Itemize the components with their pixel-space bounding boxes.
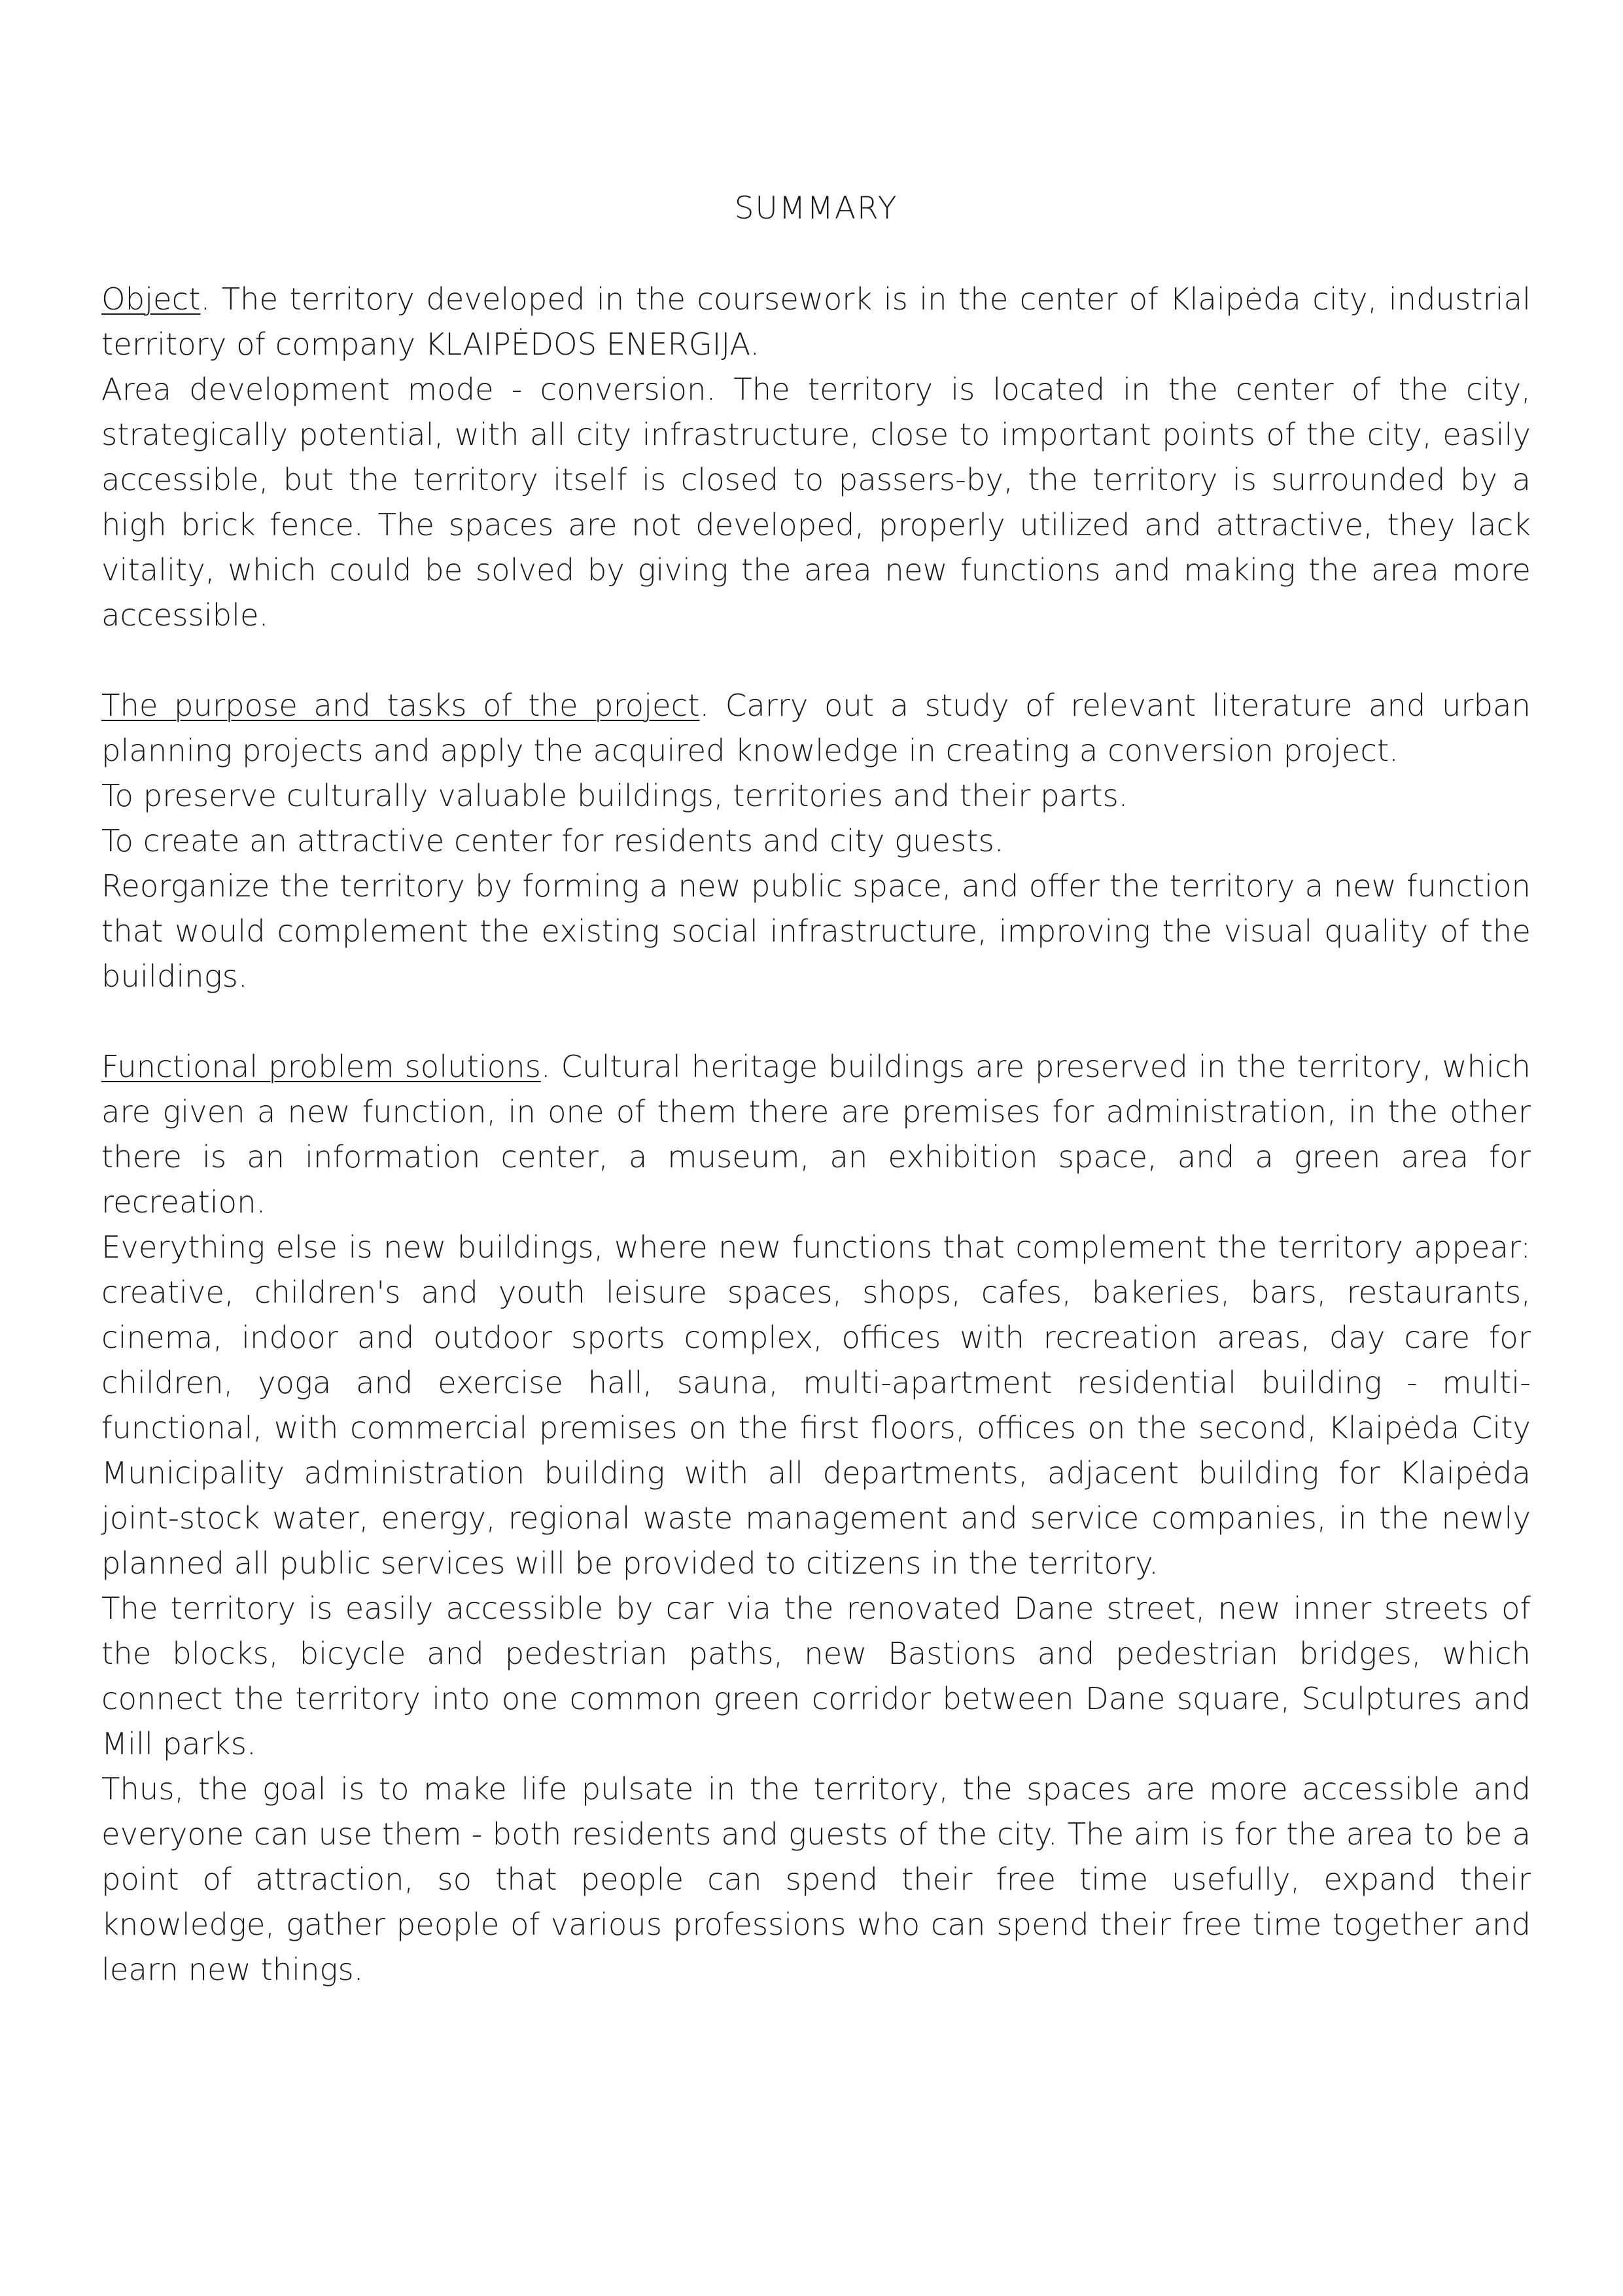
- area-development-paragraph: Area development mode - conversion. The territory is located in the center of the city, strategically potential, with all city infrastructure, close to important points of the city, easily accessible, but the territory itself is closed to passers-by, the territory is surrounded by a high brick fence. The spaces are not developed, properly utilized and attractive, they lack vitality, which could be solved by giving the area new functions and making the area more accessible.: [101, 372, 1531, 633]
- reorganize-paragraph: Reorganize the territory by forming a new public space, and offer the territory a new function that would complement the existing social infrastructure, improving the visual quality of the buildings.: [101, 868, 1531, 994]
- functional-text: Cultural heritage buildings are preserved in the territory, which are given a new function, in one of them there are premises for administration, in the other there is an information center, a museum, an exhibition space, and a green area for recreation.: [101, 1049, 1531, 1220]
- object-paragraph: Object. The territory developed in the coursework is in the center of Klaipėda city, industrial territory of company KLAIPĖDOS ENERGIJA.: [101, 281, 1531, 362]
- preserve-paragraph: To preserve culturally valuable buildings, territories and their parts.: [101, 778, 1128, 813]
- section-spacer: [101, 999, 1531, 1044]
- attractive-center-paragraph: To create an attractive center for residents and city guests.: [101, 823, 1004, 858]
- accessibility-paragraph: The territory is easily accessible by car via the renovated Dane street, new inner streets of the blocks, bicycle and pedestrian paths, new Bastions and pedestrian bridges, which connect the territory into one common green corridor between Dane square, Sculptures and Mill parks.: [101, 1591, 1531, 1761]
- page-title: SUMMARY: [734, 190, 898, 226]
- section-spacer: [101, 638, 1531, 683]
- section-heading-functional: Functional problem solutions: [101, 1049, 541, 1084]
- goal-paragraph: Thus, the goal is to make life pulsate in the territory, the spaces are more accessible and everyone can use them - both residents and guests of the city. The aim is for the area to be a point of attraction, so that people can spend their free time usefully, expand their knowledge, gather people of various professions who can spend their free time together and learn new things.: [101, 1771, 1531, 1987]
- object-text: The territory developed in the coursework is in the center of Klaipėda city, industrial territory of company KLAIPĖDOS ENERGIJA.: [101, 281, 1531, 362]
- section-heading-purpose: The purpose and tasks of the project: [101, 688, 700, 723]
- purpose-paragraph: The purpose and tasks of the project. Carry out a study of relevant literature and urban planning projects and apply the acquired knowledge in creating a conversion project.: [101, 688, 1531, 768]
- summary-body: [101, 277, 1531, 1992]
- new-buildings-paragraph: Everything else is new buildings, where new functions that complement the territory appear: creative, children's and youth leisure spaces, shops, cafes, bakeries, bars, restaurants, cinema, indoor and outdoor sports complex, offices with recreation areas, day care for children, yoga and exercise hall, sauna, multi-apartment residential building - multi-functional, with commercial premises on the first floors, offices on the second, Klaipėda City Municipality administration building with all departments, adjacent building for Klaipėda joint-stock water, energy, regional waste management and service companies, in the newly planned all public services will be provided to citizens in the territory.: [101, 1229, 1531, 1581]
- section-heading-object: Object: [101, 281, 201, 317]
- functional-paragraph: Functional problem solutions. Cultural heritage buildings are preserved in the territory, which are given a new function, in one of them there are premises for administration, in the other there is an information center, a museum, an exhibition space, and a green area for recreation.: [101, 1049, 1531, 1220]
- purpose-text: Carry out a study of relevant literature and urban planning projects and apply the acquired knowledge in creating a conversion project.: [101, 688, 1531, 768]
